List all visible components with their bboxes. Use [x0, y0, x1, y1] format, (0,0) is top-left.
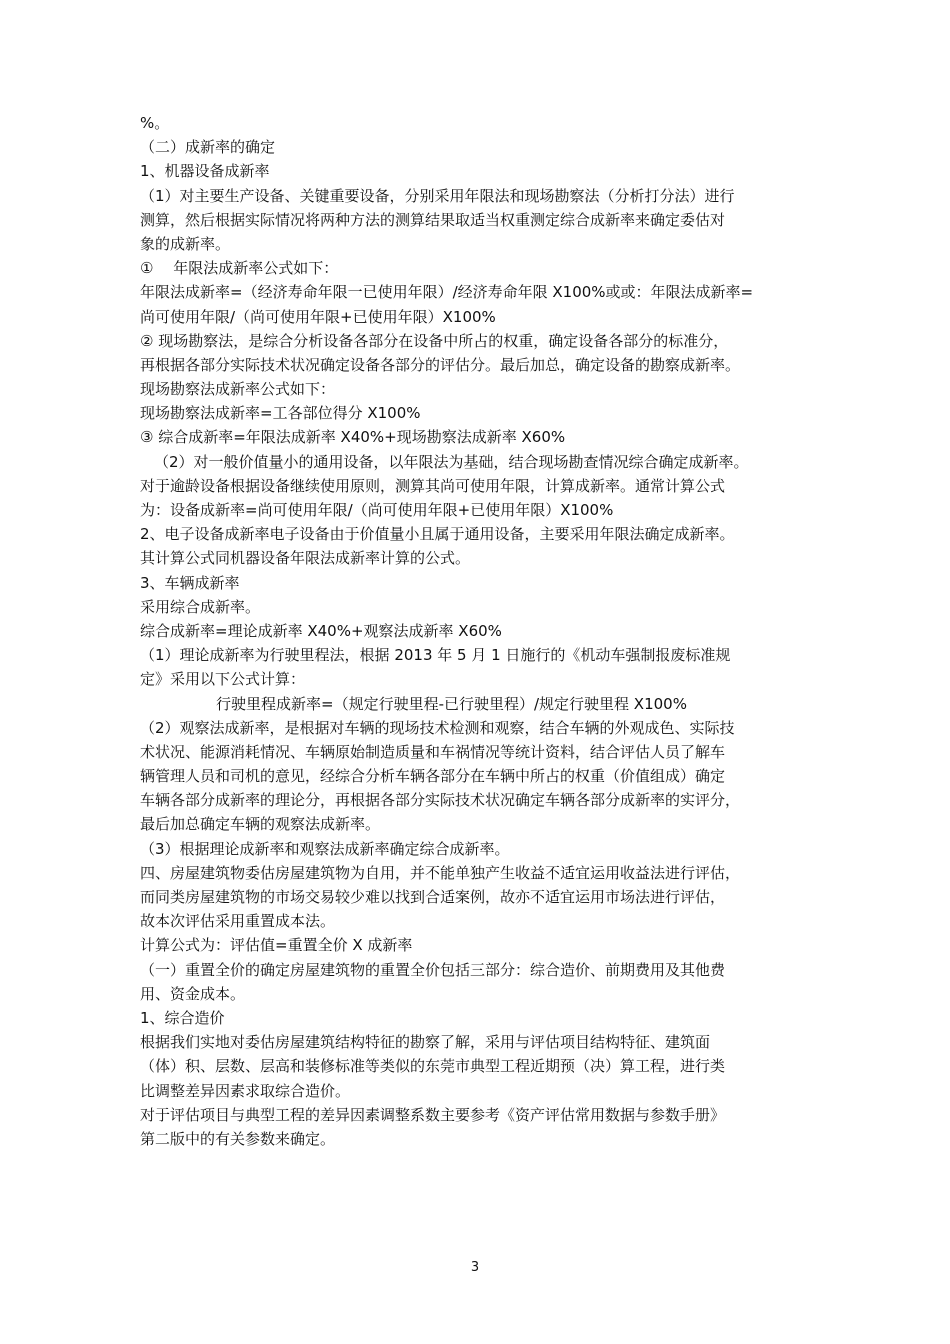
text-line: （2）对一般价值量小的通用设备，以年限法为基础，结合现场勘查情况综合确定成新率。	[154, 452, 749, 471]
text-line: 术状况、能源消耗情况、车辆原始制造质量和车祸情况等统计资料，结合评估人员了解车	[140, 742, 726, 761]
text-line: 采用综合成新率。	[140, 597, 261, 616]
text-line: 而同类房屋建筑物的市场交易较少难以找到合适案例，故亦不适宜运用市场法进行评估，	[140, 888, 726, 906]
text-line: 再根据各部分实际技术状况确定设备各部分的评估分。最后加总，确定设备的勘察成新率。	[140, 355, 741, 374]
text-line: 故本次评估采用重置成本法。	[140, 912, 336, 931]
text-line: 比调整差异因素求取综合造价。	[140, 1081, 351, 1100]
text-line: （1）对主要生产设备、关键重要设备，分别采用年限法和现场勘察法（分析打分法）进行	[140, 186, 735, 205]
text-line: 综合成新率=理论成新率 X40%+观察法成新率 X60%	[140, 621, 502, 640]
text-line: （二）成新率的确定	[140, 138, 276, 157]
text-line: （体）积、层数、层高和装修标准等类似的东莞市典型工程近期预（决）算工程，进行类	[140, 1057, 726, 1076]
text-line: ② 现场勘察法，是综合分析设备各部分在设备中所占的权重，确定设备各部分的标准分，	[140, 331, 729, 350]
text-line: 辆管理人员和司机的意见，经综合分析车辆各部分在车辆中所占的权重（价值组成）确定	[140, 767, 726, 786]
text-line: （3）根据理论成新率和观察法成新率确定综合成新率。	[140, 839, 510, 858]
text-line: 为：设备成新率=尚可使用年限/（尚可使用年限+已使用年限）X100%	[140, 501, 614, 519]
text-line: 最后加总确定车辆的观察法成新率。	[140, 815, 381, 834]
text-line: （1）理论成新率为行驶里程法，根据 2013 年 5 月 1 日施行的《机动车强制报废标准规	[140, 646, 731, 665]
text-line: （一）重置全价的确定房屋建筑物的重置全价包括三部分：综合造价、前期费用及其他费	[140, 960, 726, 979]
text-line: 用、资金成本。	[140, 984, 246, 1003]
text-line: 年限法成新率=（经济寿命年限一已使用年限）/经济寿命年限 X100%或或：年限法成新率=	[140, 283, 754, 302]
text-line: 1、机器设备成新率	[140, 162, 270, 181]
text-line: 其计算公式同机器设备年限法成新率计算的公式。	[140, 549, 471, 568]
text-line: 现场勘察法成新率=工各部位得分 X100%	[140, 404, 421, 423]
text-line: ① 年限法成新率公式如下：	[140, 259, 339, 278]
text-line: 第二版中的有关参数来确定。	[140, 1129, 336, 1148]
text-line: 2、电子设备成新率电子设备由于价值量小且属于通用设备，主要采用年限法确定成新率。	[140, 525, 735, 544]
text-line: 尚可使用年限/（尚可使用年限+已使用年限）X100%	[140, 307, 496, 326]
page-number: 3	[470, 1260, 480, 1275]
text-line: 行驶里程成新率=（规定行驶里程-已行驶里程）/规定行驶里程 X100%	[216, 694, 687, 713]
text-line: 3、车辆成新率	[140, 573, 240, 592]
text-line: 对于评估项目与典型工程的差异因素调整系数主要参考《资产评估常用数据与参数手册》	[140, 1105, 726, 1124]
text-line: 四、房屋建筑物委估房屋建筑物为自用，并不能单独产生收益不适宜运用收益法进行评估，	[140, 863, 741, 882]
text-line: 车辆各部分成新率的理论分，再根据各部分实际技术状况确定车辆各部分成新率的实评分，	[140, 791, 741, 810]
text-line: 对于逾龄设备根据设备继续使用原则，测算其尚可使用年限，计算成新率。通常计算公式	[140, 476, 726, 495]
text-line: 1、综合造价	[140, 1008, 225, 1027]
text-line: 测算，然后根据实际情况将两种方法的测算结果取适当权重测定综合成新率来确定委估对	[140, 210, 726, 229]
text-line: ③ 综合成新率=年限法成新率 X40%+现场勘察法成新率 X60%	[140, 428, 566, 447]
text-line: 定》采用以下公式计算：	[140, 670, 306, 689]
text-line: %。	[140, 114, 170, 132]
text-line: 根据我们实地对委估房屋建筑结构特征的勘察了解，采用与评估项目结构特征、建筑面	[140, 1033, 711, 1052]
text-line: 计算公式为：评估值=重置全价 X 成新率	[140, 936, 413, 955]
document-body	[140, 111, 820, 1151]
text-line: 象的成新率。	[140, 234, 231, 253]
text-line: （2）观察法成新率，是根据对车辆的现场技术检测和观察，结合车辆的外观成色、实际技	[140, 718, 735, 737]
text-line: 现场勘察法成新率公式如下：	[140, 380, 336, 399]
